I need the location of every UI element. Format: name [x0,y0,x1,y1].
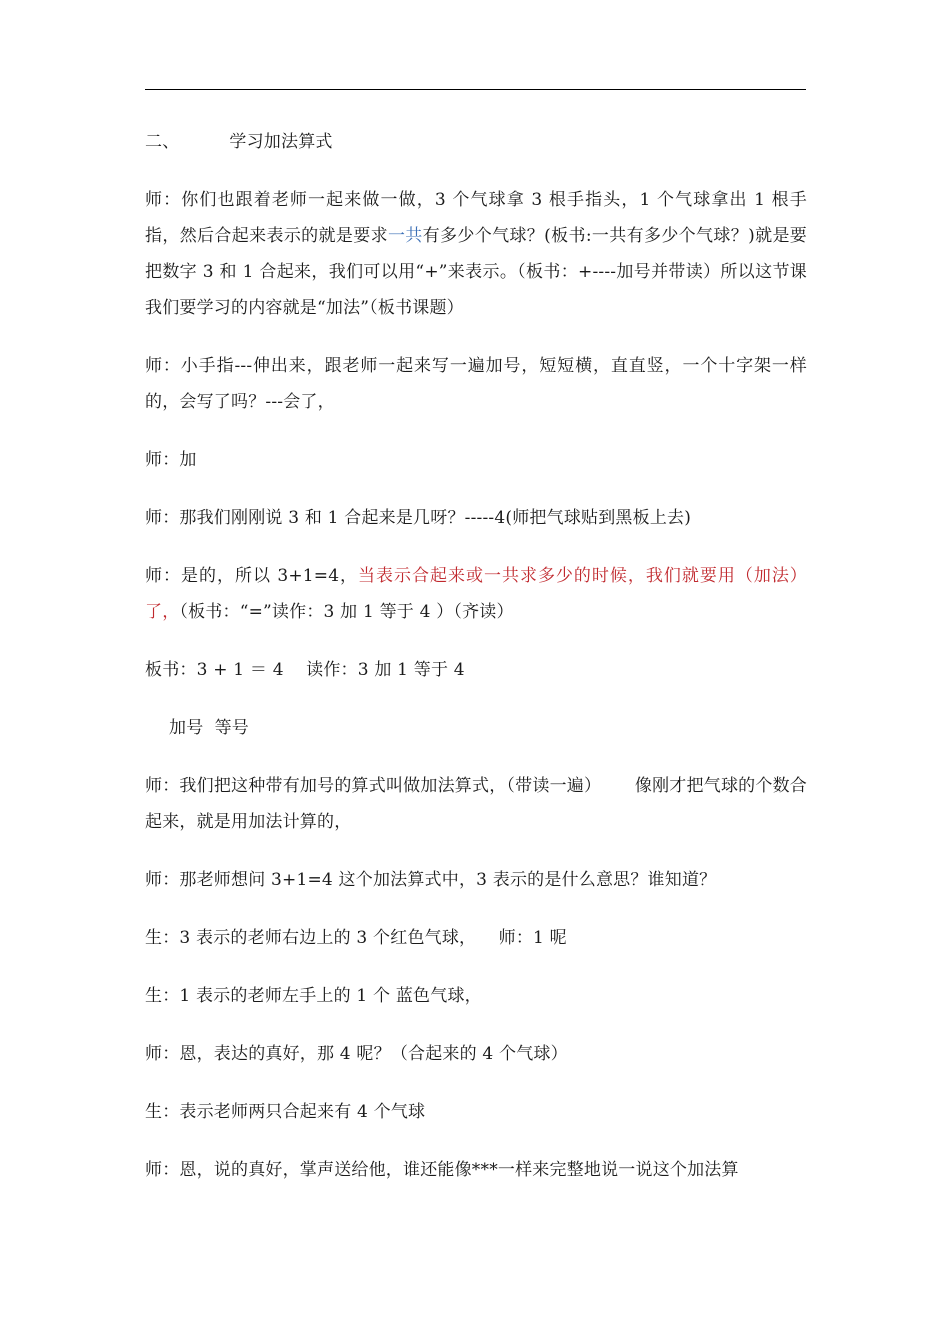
paragraph-5-text-a: 师：是的，所以 3+1=4， [145,566,359,586]
header-rule [145,89,806,90]
paragraph-5-text-b: （板书：“=”读作：3 加 1 等于 4 ）（齐读） [179,602,514,622]
paragraph-4: 师：那我们刚刚说 3 和 1 合起来是几呀？-----4(师把气球贴到黑板上去) [145,508,692,528]
blackboard-labels: 加号 等号 [169,718,250,738]
paragraph-1-text-b: 有多少个气球？(板书:一共有多少个气球？)就是要把数字 3 和 1 合起来，我们可以用“+”来表示。（板书：+----加号并带读）所以这节课我们要学习的内容就是“加法”（板书课题） [145,226,807,318]
document-body [145,124,807,1210]
paragraph-8: 师：我们把这种带有加号的算式叫做加法算式，（带读一遍） 像刚才把气球的个数合起来，就是用加法计算的， [145,776,807,832]
paragraph-5 [145,558,807,630]
section-title: 学习加法算式 [229,132,333,152]
paragraph-13: 生：表示老师两只合起来有 4 个气球 [145,1102,426,1122]
paragraph-1 [145,182,807,326]
paragraph-5-highlight-red: 当表示合起来或一共求多少的时候，我们就要用（加法）了， [145,566,808,622]
paragraph-12: 师：恩，表达的真好，那 4 呢？（合起来的 4 个气球） [145,1044,568,1064]
paragraph-1-text-a: 师：你们也跟着老师一起来做一做，3 个气球拿 3 根手指头，1 个气球拿出 1 根手指，然后合起来表示的就是要求 [145,190,807,246]
section-number: 二、 [145,132,180,152]
paragraph-14: 师：恩，说的真好，掌声送给他，谁还能像***一样来完整地说一说这个加法算 [145,1160,739,1180]
paragraph-1-highlight-blue: 一共 [387,226,423,246]
paragraph-9: 师：那老师想问 3+1=4 这个加法算式中，3 表示的是什么意思？谁知道？ [145,870,717,890]
paragraph-2: 师：小手指---伸出来，跟老师一起来写一遍加号，短短横，直直竖，一个十字架一样的，会写了吗？---会了， [145,356,807,412]
blackboard-equation: 板书：3 + 1 ＝ 4 读作：3 加 1 等于 4 [145,660,465,680]
paragraph-11: 生：1 表示的老师左手上的 1 个 蓝色气球， [145,986,482,1006]
paragraph-3: 师：加 [145,450,197,470]
section-heading [145,124,807,160]
paragraph-10: 生：3 表示的老师右边上的 3 个红色气球， 师：1 呢 [145,928,567,948]
